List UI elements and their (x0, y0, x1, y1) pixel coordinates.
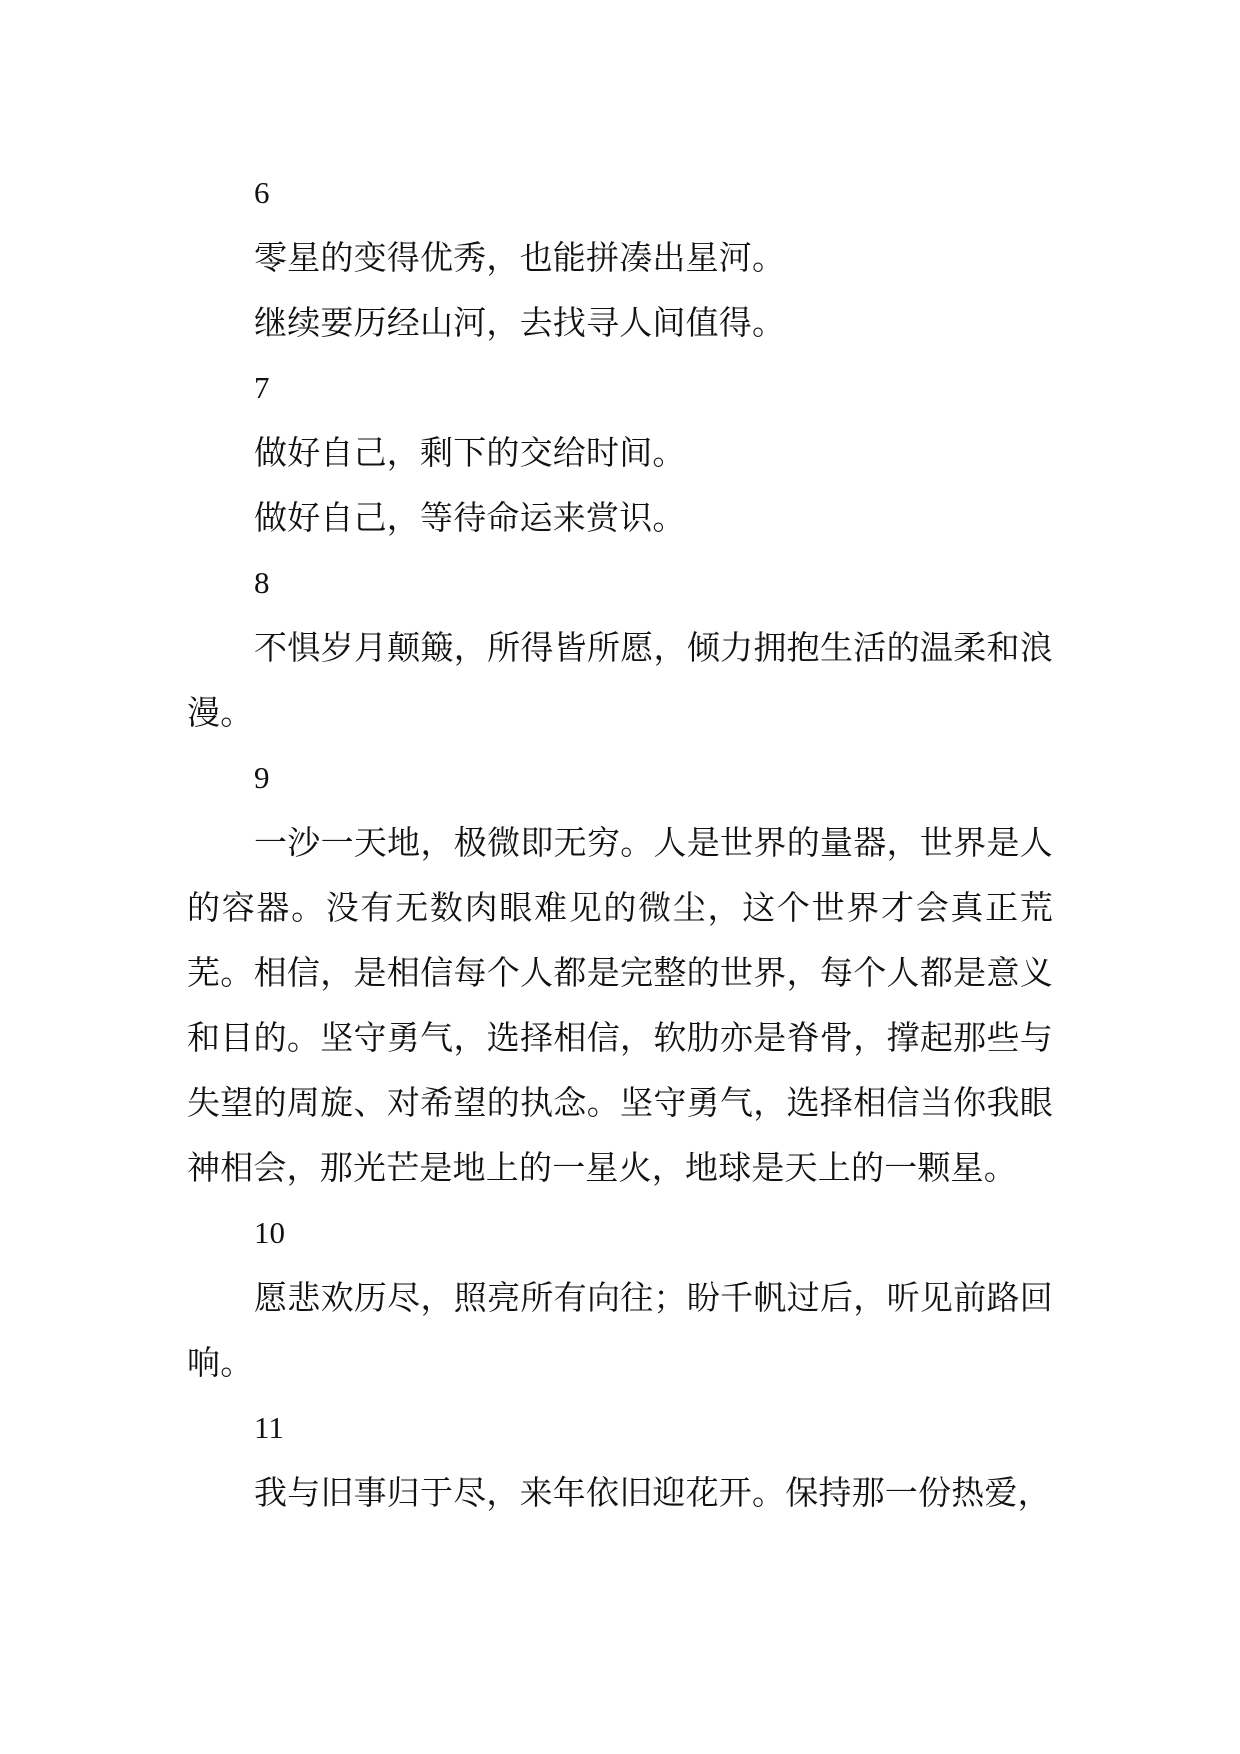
section-number: 9 (254, 760, 270, 795)
paragraph: 做好自己，等待命运来赏识。 (254, 498, 686, 537)
paragraph: 继续要历经山河，去找寻人间值得。 (254, 303, 786, 342)
paragraph: 愿悲欢历尽，照亮所有向往；盼千帆过后，听见前路回响。 (187, 1278, 1053, 1382)
section-number: 8 (254, 565, 270, 600)
section-number: 10 (254, 1215, 285, 1250)
section-number: 11 (254, 1410, 284, 1445)
paragraph: 做好自己，剩下的交给时间。 (254, 433, 686, 472)
section-number: 7 (254, 370, 270, 405)
paragraph: 我与旧事归于尽，来年依旧迎花开。保持那一份热爱， (254, 1473, 1051, 1512)
paragraph: 不惧岁月颠簸，所得皆所愿，倾力拥抱生活的温柔和浪漫。 (187, 628, 1053, 732)
section-number: 6 (254, 175, 270, 210)
paragraph: 一沙一天地，极微即无穷。人是世界的量器，世界是人的容器。没有无数肉眼难见的微尘，这个世界才会真正荒芜。相信，是相信每个人都是完整的世界，每个人都是意义和目的。坚守勇气，选择相信，软肋亦是脊骨，撑起那些与失望的周旋、对希望的执念。坚守勇气，选择相信当你我眼神相会，那光芒是地上的一星火，地球是天上的一颗星。 (187, 823, 1053, 1187)
document-body (187, 160, 1053, 1525)
paragraph: 零星的变得优秀，也能拼凑出星河。 (254, 238, 786, 277)
